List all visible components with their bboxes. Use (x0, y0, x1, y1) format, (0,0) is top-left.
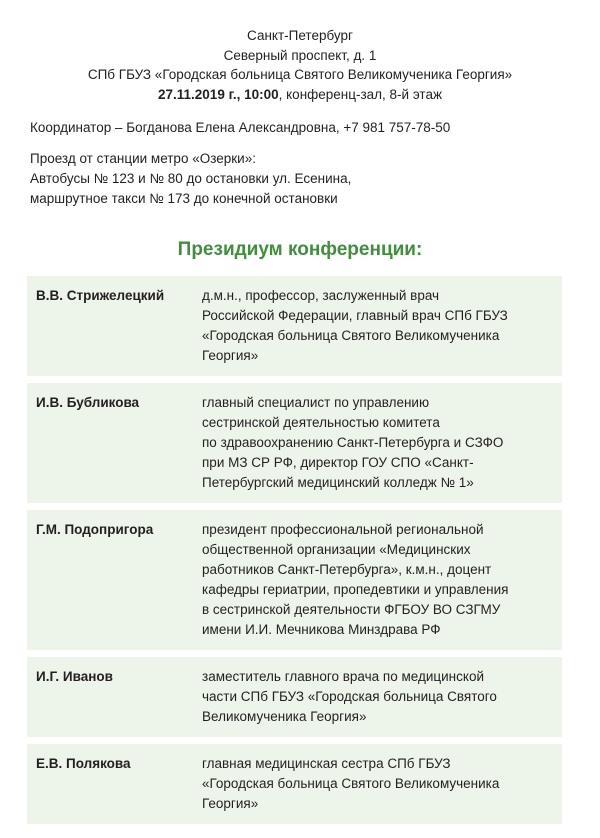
presidium-member-2 (27, 383, 562, 503)
member-role-line: кафедры гериатрии, пропедевтики и управления (202, 582, 509, 597)
event-venue: , конференц-зал, 8-й этаж (278, 86, 442, 102)
presidium-member-4 (27, 657, 562, 737)
member-name: Е.В. Полякова (36, 756, 131, 771)
member-role (202, 520, 550, 640)
member-role-line: президент профессиональной региональной (202, 522, 484, 537)
member-role-line: сестринской деятельностью комитета (202, 415, 440, 430)
member-role-line: имени И.И. Мечникова Минздрава РФ (202, 622, 441, 637)
coordinator-info: Координатор – Богданова Елена Александровна, +7 981 757-78-50 (30, 120, 451, 135)
event-date-time: 27.11.2019 г., 10:00 (158, 86, 279, 102)
presidium-member-5 (27, 744, 562, 824)
member-role-line: главная медицинская сестра СПб ГБУЗ (202, 756, 451, 771)
event-hospital: СПб ГБУЗ «Городская больница Святого Великомученика Георгия» (87, 67, 513, 82)
member-name: И.В. Бубликова (36, 395, 140, 410)
member-role-line: при МЗ СР РФ, директор ГОУ СПО «Санкт- (202, 455, 474, 470)
member-role-line: Георгия» (202, 348, 259, 363)
member-role (202, 667, 550, 727)
member-role-line: Георгия» (202, 796, 259, 811)
member-role-line: «Городская больница Святого Великомученика (202, 776, 500, 791)
route-taxi: маршрутное такси № 173 до конечной остановки (30, 191, 338, 206)
presidium-list (27, 276, 562, 831)
member-role (202, 754, 550, 814)
event-datetime (0, 85, 600, 105)
presidium-member-3 (27, 510, 562, 650)
member-role (202, 393, 550, 493)
member-name: В.В. Стрижелецкий (36, 288, 165, 303)
member-name: И.Г. Иванов (36, 669, 113, 684)
member-role-line: заместитель главного врача по медицинской (202, 669, 484, 684)
member-role-line: д.м.н., профессор, заслуженный врач (202, 288, 440, 303)
route-info (30, 149, 351, 209)
member-role (202, 286, 550, 366)
member-role-line: по здравоохранению Санкт-Петербурга и СЗФО (202, 435, 504, 450)
route-metro: Проезд от станции метро «Озерки»: (30, 151, 256, 166)
event-address: Северный проспект, д. 1 (223, 47, 377, 63)
member-role-line: общественной организации «Медицинских (202, 542, 471, 557)
member-role-line: главный специалист по управлению (202, 395, 430, 410)
member-role-line: части СПб ГБУЗ «Городская больница Святого (202, 689, 497, 704)
route-bus: Автобусы № 123 и № 80 до остановки ул. Есенина, (30, 171, 352, 186)
member-name: Г.М. Подопригора (36, 522, 154, 537)
member-role-line: Петербургский медицинский колледж № 1» (202, 475, 474, 490)
member-role-line: в сестринской деятельности ФГБОУ ВО СЗГМУ (202, 602, 501, 617)
event-header (0, 26, 600, 104)
member-role-line: Российской Федерации, главный врач СПб ГБУЗ (202, 308, 508, 323)
member-role-line: работников Санкт-Петербурга», к.м.н., доцент (202, 562, 492, 577)
member-role-line: «Городская больница Святого Великомученика (202, 328, 500, 343)
presidium-title: Президиум конференции: (177, 239, 423, 260)
member-role-line: Великомученика Георгия» (202, 709, 367, 724)
presidium-member-1 (27, 276, 562, 376)
event-city: Санкт-Петербург (247, 28, 353, 43)
